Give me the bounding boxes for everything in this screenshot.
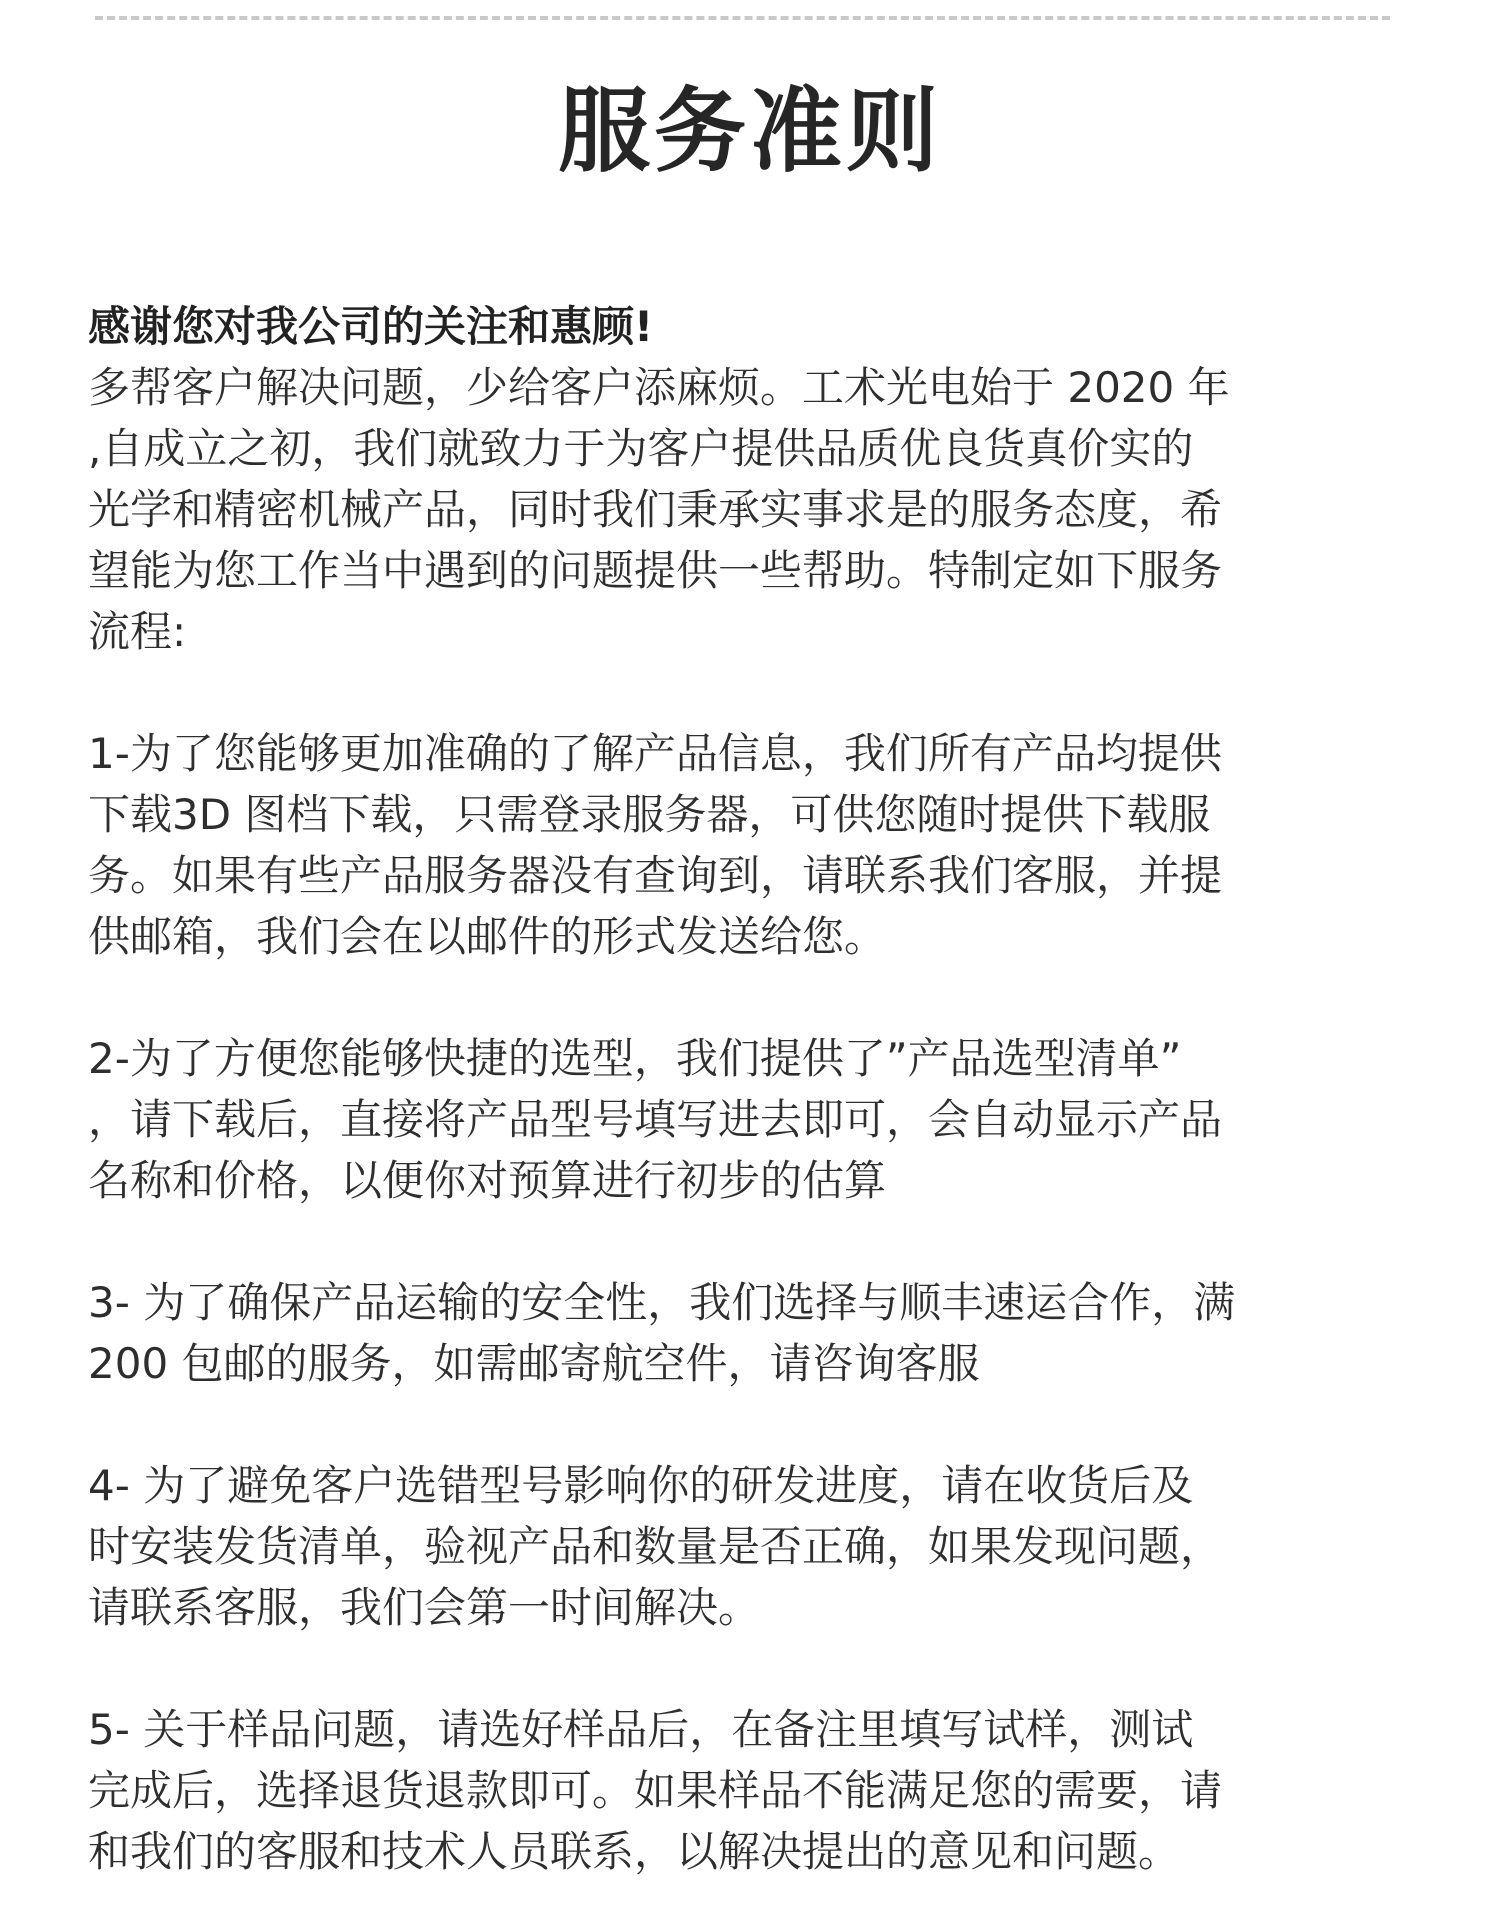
guideline-line: 务。如果有些产品服务器没有查询到，请联系我们客服，并提 bbox=[88, 851, 1223, 900]
paragraph-spacer bbox=[88, 1394, 1418, 1455]
guideline-line: 1-为了您能够更加准确的了解产品信息，我们所有产品均提供 bbox=[88, 729, 1222, 778]
intro-heading: 感谢您对我公司的关注和惠顾! bbox=[88, 302, 654, 351]
guideline-item-5 bbox=[88, 1699, 1418, 1882]
guideline-item-4 bbox=[88, 1455, 1418, 1638]
guideline-line: 5- 关于样品问题，请选好样品后，在备注里填写试样，测试 bbox=[88, 1705, 1194, 1754]
intro-line: 光学和精密机械产品，同时我们秉承实事求是的服务态度，希 bbox=[88, 485, 1223, 534]
top-dashed-divider bbox=[95, 16, 1390, 20]
guideline-item-3 bbox=[88, 1272, 1418, 1394]
guideline-line: 请联系客服，我们会第一时间解决。 bbox=[88, 1583, 761, 1632]
guideline-line: 和我们的客服和技术人员联系，以解决提出的意见和问题。 bbox=[88, 1827, 1181, 1876]
guideline-line: 200 包邮的服务，如需邮寄航空件，请咨询客服 bbox=[88, 1339, 980, 1388]
intro-line: 流程: bbox=[88, 607, 187, 656]
page-title: 服务准则 bbox=[557, 78, 942, 185]
intro-section bbox=[88, 296, 1418, 662]
paragraph-spacer bbox=[88, 662, 1418, 723]
guideline-line: ，请下载后，直接将产品型号填写进去即可，会自动显示产品 bbox=[88, 1095, 1223, 1144]
paragraph-spacer bbox=[88, 1211, 1418, 1272]
service-guidelines-body bbox=[88, 296, 1418, 1882]
guideline-item-1 bbox=[88, 723, 1418, 967]
guideline-item-2 bbox=[88, 1028, 1418, 1211]
guideline-line: 完成后，选择退货退款即可。如果样品不能满足您的需要，请 bbox=[88, 1766, 1223, 1815]
paragraph-spacer bbox=[88, 1638, 1418, 1699]
guideline-line: 供邮箱，我们会在以邮件的形式发送给您。 bbox=[88, 912, 887, 961]
guideline-line: 4- 为了避免客户选错型号影响你的研发进度，请在收货后及 bbox=[88, 1461, 1194, 1510]
paragraph-spacer bbox=[88, 967, 1418, 1028]
intro-line: ,自成立之初，我们就致力于为客户提供品质优良货真价实的 bbox=[88, 424, 1194, 473]
guideline-line: 3- 为了确保产品运输的安全性，我们选择与顺丰速运合作，满 bbox=[88, 1278, 1236, 1327]
intro-line: 多帮客户解决问题，少给客户添麻烦。工术光电始于 2020 年 bbox=[88, 363, 1230, 412]
guideline-line: 2-为了方便您能够快捷的选型，我们提供了”产品选型清单” bbox=[88, 1034, 1182, 1083]
guideline-line: 下载3D 图档下载，只需登录服务器，可供您随时提供下载服 bbox=[88, 790, 1211, 839]
guideline-line: 名称和价格，以便你对预算进行初步的估算 bbox=[88, 1156, 887, 1205]
guideline-line: 时安装发货清单，验视产品和数量是否正确，如果发现问题， bbox=[88, 1522, 1223, 1571]
intro-line: 望能为您工作当中遇到的问题提供一些帮助。特制定如下服务 bbox=[88, 546, 1223, 595]
